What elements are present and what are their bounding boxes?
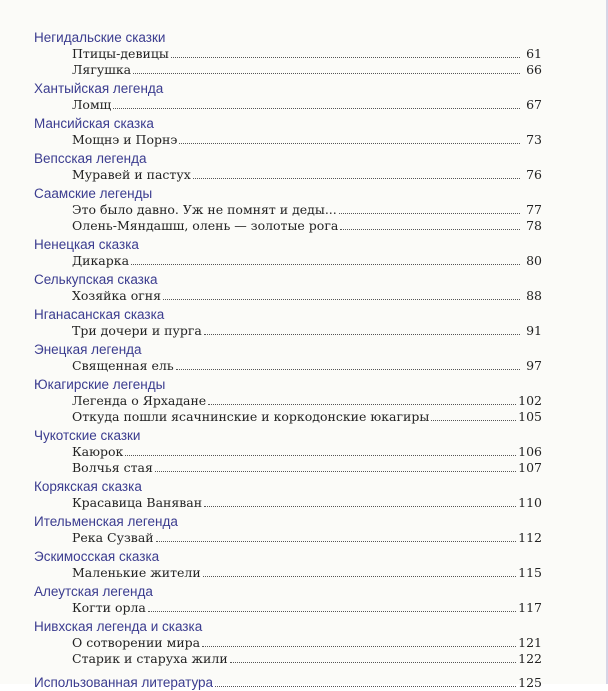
section-heading: Чукотские сказки [34, 428, 141, 443]
section-heading: Нивхская легенда и сказка [34, 619, 203, 634]
page-number: 117 [518, 600, 542, 615]
dot-leader [339, 213, 520, 214]
dot-leader [193, 178, 520, 179]
toc-entry [34, 62, 542, 78]
page-number: 107 [518, 460, 542, 475]
dot-leader [203, 576, 516, 577]
toc-entry [34, 565, 542, 581]
dot-leader [202, 646, 516, 647]
dot-leader [156, 541, 517, 542]
dot-leader [155, 471, 516, 472]
entry-title: Маленькие жители [72, 565, 201, 580]
toc-entry [34, 444, 542, 460]
page-number: 66 [526, 62, 542, 77]
section-heading: Вепсская легенда [34, 151, 147, 166]
entry-title: Это было давно. Уж не помнят и деды... [72, 202, 337, 217]
entry-title: Священная ель [72, 358, 174, 373]
entry-title: Старик и старуха жили [72, 651, 228, 666]
section-heading: Эскимосская сказка [34, 549, 160, 564]
toc-section [34, 306, 542, 339]
toc-section [34, 185, 542, 234]
toc-section [34, 478, 542, 511]
toc-entry [34, 358, 542, 374]
page-number: 115 [518, 565, 542, 580]
page-number: 110 [518, 495, 542, 510]
dot-leader [176, 369, 520, 370]
page-number: 106 [518, 444, 542, 459]
dot-leader [208, 404, 516, 405]
entry-title: Волчья стая [72, 460, 153, 475]
section-heading: Ненецкая сказка [34, 237, 139, 252]
section-heading: Юкагирские легенды [34, 377, 166, 392]
section-heading: Хантыйская легенда [34, 81, 164, 96]
section-heading: Корякская сказка [34, 479, 142, 494]
page-number: 77 [526, 202, 542, 217]
page-number: 121 [518, 635, 542, 650]
entry-title: Дикарка [72, 253, 130, 268]
toc-entry [34, 132, 542, 148]
page-number: 91 [526, 323, 542, 338]
entry-title: Река Сузвай [72, 530, 154, 545]
toc-entry [34, 253, 542, 269]
entry-title: Красавица Ваняван [72, 495, 203, 510]
dot-leader [125, 455, 516, 456]
dot-leader [113, 108, 520, 109]
toc-entry [34, 218, 542, 234]
dot-leader [148, 611, 516, 612]
page-number: 102 [518, 393, 542, 408]
toc-section [34, 583, 542, 616]
dot-leader [340, 229, 520, 230]
toc-section [34, 548, 542, 581]
toc-entry [34, 323, 542, 339]
page-number: 78 [526, 218, 542, 233]
toc-entry [34, 46, 542, 62]
entry-title: Муравей и пастух [72, 167, 191, 182]
toc-section [34, 150, 542, 183]
toc-entry-bibliography [34, 675, 542, 691]
toc-section [34, 80, 542, 113]
dot-leader [204, 506, 516, 507]
toc-entry [34, 202, 542, 218]
page-number: 112 [518, 530, 542, 545]
section-heading: Ительменская легенда [34, 514, 178, 529]
toc-entry [34, 635, 542, 651]
section-heading: Нганасанская сказка [34, 307, 165, 322]
toc-section [34, 513, 542, 546]
dot-leader [133, 73, 520, 74]
toc-section [34, 376, 542, 425]
entry-title: Ломщ [72, 97, 112, 112]
page-number: 88 [526, 288, 542, 303]
toc-entry [34, 530, 542, 546]
toc-section [34, 341, 542, 374]
entry-title: Мощнэ и Порнэ [72, 132, 178, 147]
entry-title: Хозяйка огня [72, 288, 161, 303]
toc-entry [34, 651, 542, 667]
entry-title: Откуда пошли ясачнинские и коркодонские юкагиры [72, 409, 430, 424]
toc-section [34, 236, 542, 269]
toc-entry [34, 460, 542, 476]
section-heading: Мансийская сказка [34, 116, 154, 131]
page-number: 76 [526, 167, 542, 182]
entry-title: Три дочери и пурга [72, 323, 202, 338]
entry-title: Легенда о Ярхадане [72, 393, 207, 408]
page-number: 61 [526, 46, 542, 61]
toc-section [34, 271, 542, 304]
dot-leader [171, 57, 520, 58]
dot-leader [230, 662, 516, 663]
entry-title: О сотворении мира [72, 635, 201, 650]
entry-title: Использованная литература [34, 675, 214, 690]
entry-title: Каюрок [72, 444, 124, 459]
dot-leader [431, 420, 516, 421]
table-of-contents [34, 29, 542, 691]
entry-title: Птицы-девицы [72, 46, 169, 61]
dot-leader [131, 264, 520, 265]
entry-title: Когти орла [72, 600, 146, 615]
dot-leader [163, 299, 520, 300]
toc-entry [34, 393, 542, 409]
toc-entry [34, 97, 542, 113]
toc-section [34, 115, 542, 148]
toc-section [34, 618, 542, 667]
dot-leader [179, 143, 520, 144]
page-number: 125 [518, 675, 542, 690]
toc-section [34, 427, 542, 476]
page-number: 105 [518, 409, 542, 424]
page-number: 73 [526, 132, 542, 147]
toc-entry [34, 495, 542, 511]
toc-entry [34, 600, 542, 616]
toc-section [34, 29, 542, 78]
toc-entry [34, 167, 542, 183]
toc-entry [34, 409, 542, 425]
page-number: 67 [526, 97, 542, 112]
dot-leader [204, 334, 520, 335]
entry-title: Лягушка [72, 62, 132, 77]
toc-entry [34, 288, 542, 304]
section-heading: Саамские легенды [34, 186, 153, 201]
section-heading: Селькупская сказка [34, 272, 158, 287]
section-heading: Негидальские сказки [34, 30, 166, 45]
page-number: 80 [526, 253, 542, 268]
page-number: 122 [518, 651, 542, 666]
entry-title: Олень-Мяндашш, олень — золотые рога [72, 218, 339, 233]
section-heading: Энецкая легенда [34, 342, 142, 357]
dot-leader [215, 686, 516, 687]
page-number: 97 [526, 358, 542, 373]
section-heading: Алеутская легенда [34, 584, 153, 599]
